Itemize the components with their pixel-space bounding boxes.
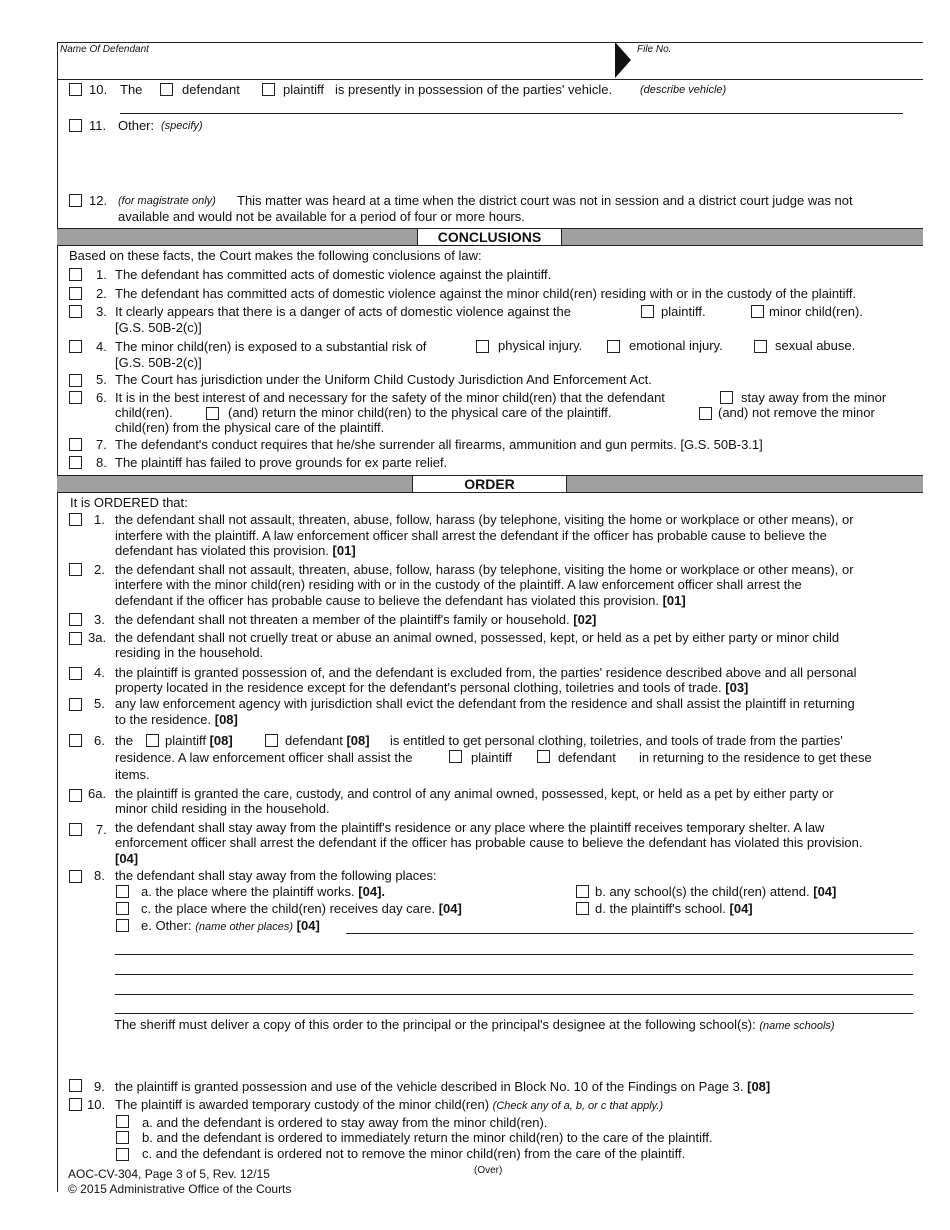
defendant-name-field[interactable]	[60, 56, 610, 76]
finding-11-hint: (specify)	[161, 120, 203, 132]
order-8b-label: b. any school(s) the child(ren) attend. [04]	[595, 884, 837, 899]
order-8d-checkbox[interactable]	[576, 902, 589, 915]
conclusion-5-number: 5.	[96, 372, 107, 387]
order-7-number: 7.	[96, 822, 107, 837]
order-8c-label: c. the place where the child(ren) receives day care. [04]	[141, 901, 462, 916]
page-left-border	[57, 42, 58, 1192]
order-4-number: 4.	[94, 665, 105, 680]
order-3-checkbox[interactable]	[69, 613, 82, 626]
order-6-assist-plaintiff-label: plaintiff	[471, 750, 512, 765]
order-8-checkbox[interactable]	[69, 870, 82, 883]
order-10c-checkbox[interactable]	[116, 1148, 129, 1161]
conclusion-2-number: 2.	[96, 286, 107, 301]
finding-10-defendant-label: defendant	[182, 82, 240, 97]
order-3a-checkbox[interactable]	[69, 632, 82, 645]
order-2-line1: the defendant shall not assault, threaten, abuse, follow, harass (by telephone, visiting the home or workplace or other means), or	[115, 562, 854, 577]
conclusion-3-children-label: minor child(ren).	[769, 304, 863, 319]
order-2-number: 2.	[94, 562, 105, 577]
order-9-number: 9.	[94, 1079, 105, 1094]
finding-12-line1: This matter was heard at a time when the district court was not in session and a district court judge was not	[237, 193, 853, 208]
form-number: AOC-CV-304, Page 3 of 5, Rev. 12/15	[68, 1167, 270, 1181]
order-10b-checkbox[interactable]	[116, 1131, 129, 1144]
conclusion-6-not-remove-checkbox[interactable]	[699, 407, 712, 420]
order-8e-other-line-5[interactable]	[115, 1013, 913, 1014]
order-5-line1: any law enforcement agency with jurisdiction shall evict the defendant from the residence and shall assist the plaintiff in returning	[115, 696, 855, 711]
conclusion-8-number: 8.	[96, 455, 107, 470]
conclusion-3-plaintiff-checkbox[interactable]	[641, 305, 654, 318]
finding-11-checkbox[interactable]	[69, 119, 82, 132]
order-4-line1: the plaintiff is granted possession of, and the defendant is excluded from, the parties' residence described above and all personal	[115, 665, 857, 680]
order-9-line1: the plaintiff is granted possession and use of the vehicle described in Block No. 10 of the Findings on Page 3. [08]	[115, 1079, 771, 1094]
order-8e-other-line-3[interactable]	[115, 974, 913, 975]
order-6-assist-plaintiff-checkbox[interactable]	[449, 750, 462, 763]
conclusion-6-text: It is in the best interest of and necessary for the safety of the minor child(ren) that the defendant	[115, 390, 665, 405]
over-note: (Over)	[474, 1165, 503, 1176]
order-1-line3: defendant has violated this provision. [01]	[115, 543, 356, 558]
conclusion-6-child-word: child(ren).	[115, 405, 173, 420]
order-6a-line2: minor child residing in the household.	[115, 801, 330, 816]
order-8-number: 8.	[94, 868, 105, 883]
conclusion-4-number: 4.	[96, 339, 107, 354]
conclusion-8-text: The plaintiff has failed to prove grounds for ex parte relief.	[115, 455, 448, 470]
order-6-the: the	[115, 733, 134, 748]
finding-11-number: 11.	[89, 118, 107, 133]
conclusion-4-sexual-checkbox[interactable]	[754, 340, 767, 353]
conclusion-2-text: The defendant has committed acts of domestic violence against the minor child(ren) residing with or in the custody of the plaintiff.	[115, 286, 857, 301]
order-6a-line1: the plaintiff is granted the care, custody, and control of any animal owned, possessed, kept, or held as a pet by either party or	[115, 786, 834, 801]
order-6-assist-defendant-label: defendant	[558, 750, 616, 765]
conclusion-4-cite: [G.S. 50B-2(c)]	[115, 355, 202, 370]
order-10a-label: a. and the defendant is ordered to stay away from the minor child(ren).	[142, 1115, 548, 1130]
conclusion-3-checkbox[interactable]	[69, 305, 82, 318]
order-7-line1: the defendant shall stay away from the plaintiff's residence or any place where the plaintiff receives temporary shelter. A law	[115, 820, 825, 835]
order-3-line1: the defendant shall not threaten a member of the plaintiff's family or household. [02]	[115, 612, 597, 627]
conclusion-4-emotional-label: emotional injury.	[629, 338, 723, 353]
order-8d-label: d. the plaintiff's school. [04]	[595, 901, 753, 916]
order-6a-number: 6a.	[88, 786, 107, 801]
order-3a-line2: residing in the household.	[115, 645, 264, 660]
finding-10-defendant-checkbox[interactable]	[160, 83, 173, 96]
defendant-name-label: Name Of Defendant	[60, 44, 149, 55]
order-band	[57, 475, 923, 493]
order-9-checkbox[interactable]	[69, 1079, 82, 1092]
conclusion-1-number: 1.	[96, 267, 107, 282]
order-8e-other-line-1[interactable]	[346, 933, 913, 934]
order-10c-label: c. and the defendant is ordered not to remove the minor child(ren) from the care of the plaintiff.	[142, 1146, 686, 1161]
order-7-line2: enforcement officer shall arrest the defendant if the officer has probable cause to believe the defendant has violated this provision.	[115, 835, 863, 850]
conclusion-4-checkbox[interactable]	[69, 340, 82, 353]
conclusion-6-return-label: (and) return the minor child(ren) to the physical care of the plaintiff.	[228, 405, 612, 420]
finding-12-number: 12.	[89, 193, 108, 208]
file-no-arrow-icon	[615, 42, 631, 78]
conclusion-6-checkbox[interactable]	[69, 391, 82, 404]
finding-10-the: The	[120, 82, 143, 97]
order-1-line2: interfere with the plaintiff. A law enforcement officer shall arrest the defendant if the officer has probable cause to believe the	[115, 528, 827, 543]
conclusion-6-line3: child(ren) from the physical care of the plaintiff.	[115, 420, 385, 435]
finding-12-line2: available and would not be available for a period of four or more hours.	[118, 209, 525, 224]
order-2-line3: defendant if the officer has probable cause to believe the defendant has violated this provision. [01]	[115, 593, 686, 608]
order-7-checkbox[interactable]	[69, 823, 82, 836]
order-8e-checkbox[interactable]	[116, 919, 129, 932]
file-no-label: File No.	[637, 44, 672, 55]
conclusion-6-stay-away-checkbox[interactable]	[720, 391, 733, 404]
conclusion-7-text: The defendant's conduct requires that he/she surrender all firearms, ammunition and gun permits. [G.S. 50B-3.1]	[115, 437, 763, 452]
header-top-border	[57, 42, 923, 43]
order-10-checkbox[interactable]	[69, 1098, 82, 1111]
finding-10-text: is presently in possession of the parties' vehicle.	[335, 82, 613, 97]
order-3a-number: 3a.	[88, 630, 107, 645]
order-6-number: 6.	[94, 733, 105, 748]
finding-12-checkbox[interactable]	[69, 194, 82, 207]
conclusion-7-checkbox[interactable]	[69, 438, 82, 451]
conclusion-4-emotional-checkbox[interactable]	[607, 340, 620, 353]
order-4-checkbox[interactable]	[69, 667, 82, 680]
file-no-field[interactable]	[637, 56, 917, 76]
order-8e-label: e. Other: (name other places) [04]	[141, 918, 320, 933]
order-intro: It is ORDERED that:	[70, 495, 188, 510]
conclusion-6-return-checkbox[interactable]	[206, 407, 219, 420]
conclusions-title: CONCLUSIONS	[417, 228, 562, 246]
order-1-line1: the defendant shall not assault, threaten, abuse, follow, harass (by telephone, visiting the home or workplace or other means), or	[115, 512, 854, 527]
conclusion-3-children-checkbox[interactable]	[751, 305, 764, 318]
order-10-number: 10.	[87, 1097, 106, 1112]
order-10a-checkbox[interactable]	[116, 1115, 129, 1128]
order-10-line1: The plaintiff is awarded temporary custody of the minor child(ren) (Check any of a, b, or c that apply.)	[115, 1097, 664, 1112]
conclusion-5-text: The Court has jurisdiction under the Uniform Child Custody Jurisdiction And Enforcement Act.	[115, 372, 652, 387]
order-8e-other-line-4[interactable]	[115, 994, 913, 995]
order-4-line2: property located in the residence except for the defendant's personal clothing, toiletries and tools of trade. [03]	[115, 680, 749, 695]
conclusion-4-physical-checkbox[interactable]	[476, 340, 489, 353]
conclusion-7-number: 7.	[96, 437, 107, 452]
order-8-line1: the defendant shall stay away from the following places:	[115, 868, 437, 883]
order-title: ORDER	[412, 475, 567, 493]
finding-12-hint: (for magistrate only)	[118, 195, 216, 207]
order-6-line2b: in returning to the residence to get these	[639, 750, 872, 765]
finding-10-plaintiff-checkbox[interactable]	[262, 83, 275, 96]
conclusion-3-number: 3.	[96, 304, 107, 319]
conclusion-6-not-remove-label: (and) not remove the minor	[718, 405, 875, 420]
order-6-checkbox[interactable]	[69, 734, 82, 747]
conclusions-intro: Based on these facts, the Court makes the following conclusions of law:	[69, 248, 482, 263]
order-2-checkbox[interactable]	[69, 563, 82, 576]
order-10b-label: b. and the defendant is ordered to immediately return the minor child(ren) to the care of the plaintiff.	[142, 1130, 713, 1145]
conclusion-1-checkbox[interactable]	[69, 268, 82, 281]
order-6-assist-defendant-checkbox[interactable]	[537, 750, 550, 763]
order-6a-checkbox[interactable]	[69, 789, 82, 802]
conclusion-5-checkbox[interactable]	[69, 374, 82, 387]
order-7-code: [04]	[115, 851, 139, 866]
finding-10-checkbox[interactable]	[69, 83, 82, 96]
order-2-line2: interfere with the minor child(ren) residing with or in the custody of the plaintiff. A law enforcement officer shall arrest the	[115, 577, 802, 592]
finding-10-hint: (describe vehicle)	[640, 84, 727, 96]
order-3-number: 3.	[94, 612, 105, 627]
order-8a-label: a. the place where the plaintiff works. [04].	[141, 884, 386, 899]
conclusion-6-number: 6.	[96, 390, 107, 405]
conclusion-3-plaintiff-label: plaintiff.	[661, 304, 706, 319]
conclusion-3-text: It clearly appears that there is a danger of acts of domestic violence against the	[115, 304, 571, 319]
order-6-plaintiff-checkbox[interactable]	[146, 734, 159, 747]
conclusion-8-checkbox[interactable]	[69, 456, 82, 469]
order-6-line3: items.	[115, 767, 150, 782]
order-6-defendant-checkbox[interactable]	[265, 734, 278, 747]
conclusion-3-cite: [G.S. 50B-2(c)]	[115, 320, 202, 335]
conclusion-4-sexual-label: sexual abuse.	[775, 338, 856, 353]
conclusions-band	[57, 228, 923, 246]
order-6-line2a: residence. A law enforcement officer shall assist the	[115, 750, 413, 765]
vehicle-description-line[interactable]	[120, 113, 903, 114]
order-1-number: 1.	[94, 512, 105, 527]
sheriff-instruction: The sheriff must deliver a copy of this order to the principal or the principal's designee at the following school(s): (name schools)	[114, 1017, 835, 1032]
order-6-plaintiff-label: plaintiff [08]	[165, 733, 233, 748]
order-1-checkbox[interactable]	[69, 513, 82, 526]
order-8a-checkbox[interactable]	[116, 885, 129, 898]
order-5-checkbox[interactable]	[69, 698, 82, 711]
conclusion-4-text: The minor child(ren) is exposed to a substantial risk of	[115, 339, 427, 354]
order-5-line2: to the residence. [08]	[115, 712, 238, 727]
conclusion-6-stay-away-label: stay away from the minor	[741, 390, 887, 405]
order-8b-checkbox[interactable]	[576, 885, 589, 898]
order-3a-line1: the defendant shall not cruelly treat or abuse an animal owned, possessed, kept, or held as a pet by either party or minor child	[115, 630, 840, 645]
order-8e-other-line-2[interactable]	[115, 954, 913, 955]
order-5-number: 5.	[94, 696, 105, 711]
finding-11-text: Other:	[118, 118, 155, 133]
finding-10-number: 10.	[89, 82, 108, 97]
finding-10-plaintiff-label: plaintiff	[283, 82, 324, 97]
order-6-line1: is entitled to get personal clothing, toiletries, and tools of trade from the parties'	[390, 733, 843, 748]
order-8c-checkbox[interactable]	[116, 902, 129, 915]
conclusion-2-checkbox[interactable]	[69, 287, 82, 300]
conclusion-4-physical-label: physical injury.	[498, 338, 583, 353]
header-bottom-border	[57, 79, 923, 80]
order-6-defendant-label: defendant [08]	[285, 733, 370, 748]
copyright: © 2015 Administrative Office of the Courts	[68, 1182, 292, 1196]
conclusion-1-text: The defendant has committed acts of domestic violence against the plaintiff.	[115, 267, 552, 282]
